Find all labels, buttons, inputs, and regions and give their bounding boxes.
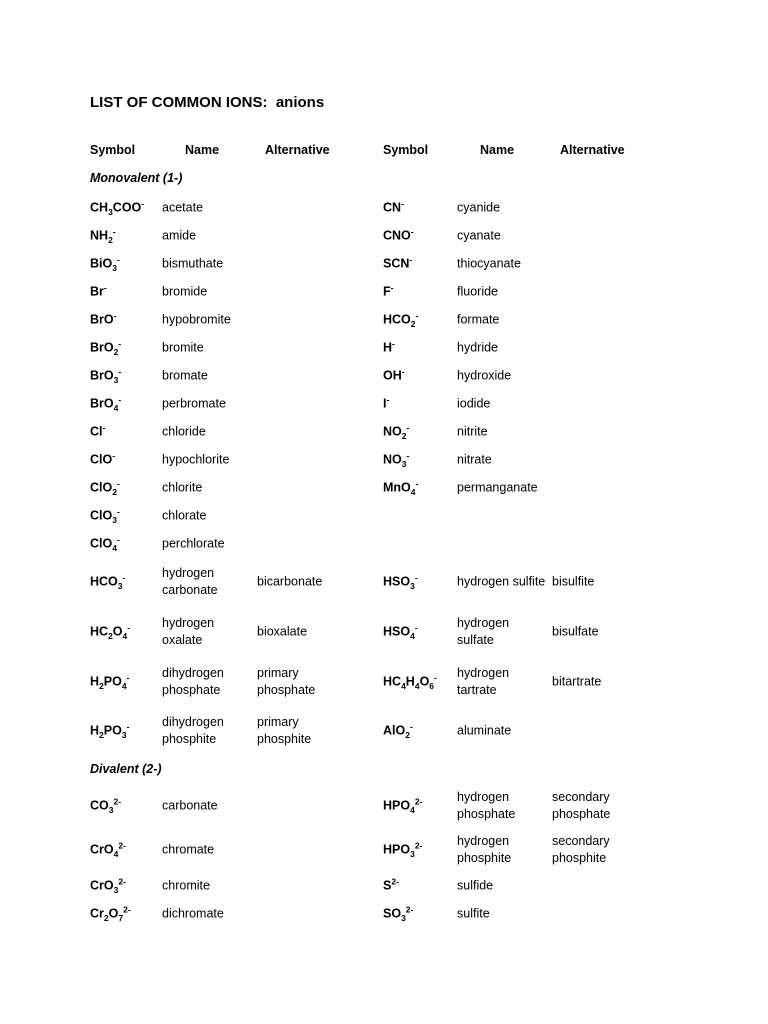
section-divalent: Divalent (2-) bbox=[90, 762, 162, 776]
monovalent-row bbox=[0, 225, 768, 247]
ion-alternative: secondary phosphate bbox=[552, 790, 611, 821]
ion-name: sulfite bbox=[457, 906, 490, 921]
ion-symbol: $S^{2-}$ bbox=[383, 876, 399, 893]
ion-name: cyanide bbox=[457, 200, 501, 215]
ion-symbol: BrO- bbox=[90, 310, 117, 327]
ion-symbol: $HSO_4^-$ bbox=[383, 622, 418, 641]
ion-alternative: primary phosphite bbox=[257, 715, 312, 746]
monovalent-row bbox=[0, 711, 768, 751]
ion-symbol: $H_2PO_4^-$ bbox=[90, 672, 130, 691]
page-title: LIST OF COMMON IONS: anions bbox=[90, 94, 325, 111]
ion-name: permanganate bbox=[457, 480, 538, 495]
ion-name: hydrogen sulfate bbox=[457, 616, 510, 647]
ion-name: bromide bbox=[162, 284, 208, 299]
divalent-row bbox=[0, 875, 768, 897]
ion-alternative: bicarbonate bbox=[257, 574, 323, 589]
ion-symbol: Cl- bbox=[90, 422, 106, 439]
ion-name: amide bbox=[162, 228, 197, 243]
ion-name: hydroxide bbox=[457, 368, 512, 383]
ion-name: chloride bbox=[162, 424, 206, 439]
monovalent-row bbox=[0, 281, 768, 303]
ion-symbol: SCN- bbox=[383, 254, 413, 271]
ion-symbol: ClO$_4$- bbox=[90, 534, 120, 553]
ion-name: nitrite bbox=[457, 424, 488, 439]
ion-name: bromite bbox=[162, 340, 204, 355]
ion-name: hydrogen phosphite bbox=[457, 834, 512, 865]
ion-name: nitrate bbox=[457, 452, 492, 467]
ion-name: formate bbox=[457, 312, 500, 327]
ion-alternative: secondary phosphite bbox=[552, 834, 610, 865]
ion-name: bromate bbox=[162, 368, 208, 383]
section-monovalent: Monovalent (1-) bbox=[90, 171, 183, 185]
header-alternative-right: Alternative bbox=[560, 143, 625, 157]
ion-symbol: $HCO_3^-$ bbox=[90, 572, 126, 591]
ion-symbol: $Cr_2O_7^{2-}$ bbox=[90, 904, 131, 923]
ion-name: chromite bbox=[162, 878, 210, 893]
ion-name: bismuthate bbox=[162, 256, 224, 271]
ion-alternative: primary phosphate bbox=[257, 666, 316, 697]
divalent-row bbox=[0, 786, 768, 826]
ion-name: hydride bbox=[457, 340, 498, 355]
monovalent-row bbox=[0, 253, 768, 275]
ion-alternative: bioxalate bbox=[257, 624, 308, 639]
ion-name: perbromate bbox=[162, 396, 226, 411]
ion-name: thiocyanate bbox=[457, 256, 521, 271]
ion-alternative: bisulfite bbox=[552, 574, 595, 589]
ion-symbol: $CH_3COO^-$ bbox=[90, 198, 145, 217]
monovalent-row bbox=[0, 612, 768, 652]
ion-symbol: AlO$_2$- bbox=[383, 721, 413, 740]
monovalent-row bbox=[0, 337, 768, 359]
ion-name: sulfide bbox=[457, 878, 494, 893]
ion-name: fluoride bbox=[457, 284, 498, 299]
monovalent-row bbox=[0, 533, 768, 555]
ion-symbol: ClO- bbox=[90, 450, 116, 467]
ion-symbol: BrO$_2$- bbox=[90, 338, 122, 357]
ion-name: iodide bbox=[457, 396, 491, 411]
monovalent-row bbox=[0, 197, 768, 219]
monovalent-row bbox=[0, 393, 768, 415]
monovalent-row bbox=[0, 477, 768, 499]
ion-name: hydrogen carbonate bbox=[162, 566, 218, 597]
ion-name: hydrogen phosphate bbox=[457, 790, 516, 821]
ion-name: dihydrogen phosphate bbox=[162, 666, 224, 697]
ion-symbol: CrO$_4^{2-}$ bbox=[90, 840, 126, 859]
ion-alternative: bitartrate bbox=[552, 674, 602, 689]
ion-symbol: $NH_2^-$ bbox=[90, 226, 116, 245]
ion-name: hydrogen tartrate bbox=[457, 666, 510, 697]
monovalent-row bbox=[0, 562, 768, 602]
header-name-left: Name bbox=[185, 143, 220, 157]
ion-symbol: $HPO_3^{2-}$ bbox=[383, 840, 423, 859]
ion-name: carbonate bbox=[162, 798, 218, 813]
divalent-row bbox=[0, 903, 768, 925]
ion-name: perchlorate bbox=[162, 536, 225, 551]
ion-symbol: ClO$_2$- bbox=[90, 478, 120, 497]
header-symbol-left: Symbol bbox=[90, 143, 136, 157]
ion-symbol: CN- bbox=[383, 198, 404, 215]
ion-symbol: $H_2PO_3^-$ bbox=[90, 721, 130, 740]
ion-name: chromate bbox=[162, 842, 215, 857]
ion-symbol: BrO$_4$- bbox=[90, 394, 122, 413]
ion-symbol: $CO_3^{2-}$ bbox=[90, 796, 122, 815]
ion-symbol: H- bbox=[383, 338, 395, 355]
ion-symbol: $HCO_2^-$ bbox=[383, 310, 419, 329]
ion-symbol: $SO_3^{2-}$ bbox=[383, 904, 414, 923]
ion-name: chlorate bbox=[162, 508, 207, 523]
ion-symbol: CrO$_3^{2-}$ bbox=[90, 876, 126, 895]
monovalent-row bbox=[0, 449, 768, 471]
ion-symbol: BrO$_3$- bbox=[90, 366, 122, 385]
ion-name: chlorite bbox=[162, 480, 203, 495]
ion-name: acetate bbox=[162, 200, 204, 215]
ion-symbol: MnO$_4$- bbox=[383, 478, 419, 497]
ion-name: hypobromite bbox=[162, 312, 231, 327]
header-alternative-left: Alternative bbox=[265, 143, 330, 157]
ion-symbol: CNO- bbox=[383, 226, 414, 243]
monovalent-row bbox=[0, 309, 768, 331]
divalent-row bbox=[0, 830, 768, 870]
ion-name: cyanate bbox=[457, 228, 501, 243]
monovalent-row bbox=[0, 505, 768, 527]
header-name-right: Name bbox=[480, 143, 515, 157]
ion-name: dihydrogen phosphite bbox=[162, 715, 224, 746]
ion-symbol: F- bbox=[383, 282, 394, 299]
ion-symbol: ClO$_3$- bbox=[90, 506, 120, 525]
ion-symbol: $HSO_3^-$ bbox=[383, 572, 418, 591]
ion-symbol: $HC_4H_4O_6^-$ bbox=[383, 672, 437, 691]
ion-symbol: $HC_2O_4^-$ bbox=[90, 622, 131, 641]
header-symbol-right: Symbol bbox=[383, 143, 429, 157]
ion-symbol: OH- bbox=[383, 366, 405, 383]
monovalent-row bbox=[0, 662, 768, 702]
ion-symbol: I- bbox=[383, 394, 390, 411]
ion-name: dichromate bbox=[162, 906, 224, 921]
ion-name: hypochlorite bbox=[162, 452, 230, 467]
ion-symbol: $NO_3^-$ bbox=[383, 450, 410, 469]
ion-symbol: $HPO_4^{2-}$ bbox=[383, 796, 423, 815]
ion-name: hydrogen sulfite bbox=[457, 574, 546, 589]
monovalent-row bbox=[0, 365, 768, 387]
ion-symbol: $NO_2^-$ bbox=[383, 422, 410, 441]
ion-name: hydrogen oxalate bbox=[162, 616, 215, 647]
ion-alternative: bisulfate bbox=[552, 624, 599, 639]
ion-symbol: Br- bbox=[90, 282, 107, 299]
ion-name: aluminate bbox=[457, 723, 512, 738]
monovalent-row bbox=[0, 421, 768, 443]
ion-symbol: BiO$_3$- bbox=[90, 254, 120, 273]
